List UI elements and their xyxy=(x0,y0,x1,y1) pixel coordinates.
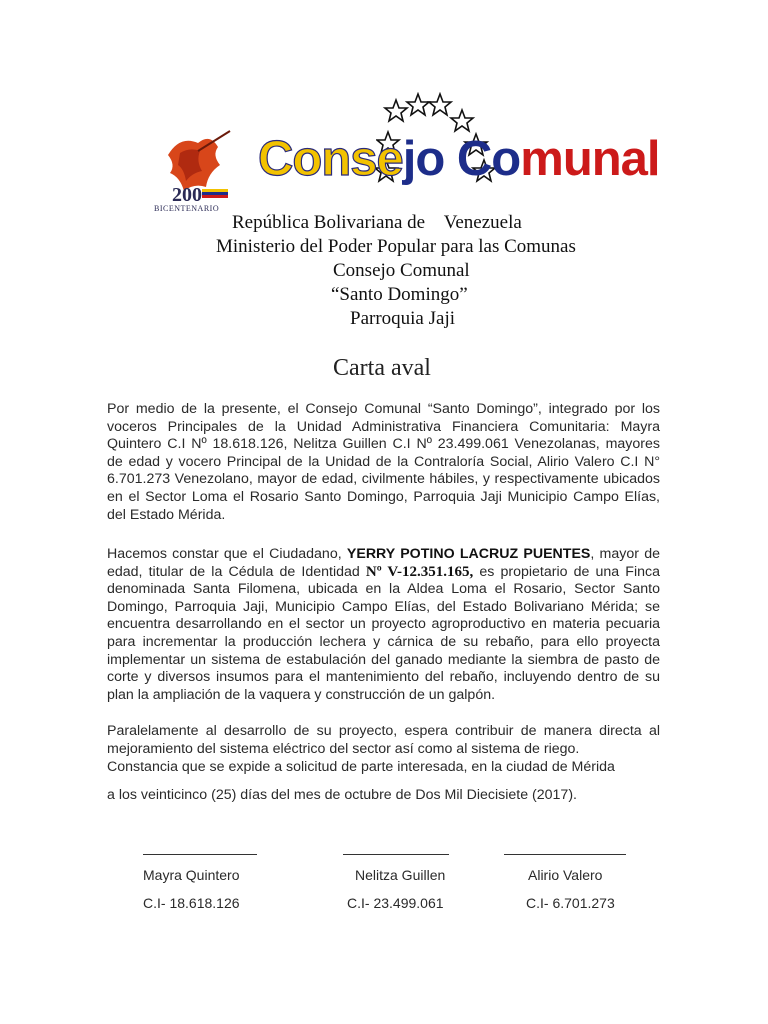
signer-name: Nelitza Guillen xyxy=(355,867,446,883)
paragraph-certification xyxy=(107,546,660,704)
star-icon xyxy=(429,94,451,115)
paragraph-project: Paralelamente al desarrollo de su proyecto, espera contribuir de manera directa al mejoramiento del sistema eléctrico del sector así como al sistema de riego. xyxy=(107,723,660,757)
citizen-name: YERRY POTINO LACRUZ PUENTES xyxy=(346,546,591,562)
logo-title-part-2: jo Co xyxy=(402,132,521,186)
header-council: Consejo Comunal xyxy=(333,260,470,281)
bicentenario-logo xyxy=(150,125,240,215)
signer-name: Alirio Valero xyxy=(528,867,603,883)
header-ministry: Ministerio del Poder Popular para las Comunas xyxy=(216,236,576,257)
text-segment: , mayor de edad, titular de la Cédula de Identidad xyxy=(107,546,660,580)
citizen-id: Nº V-12.351.165, xyxy=(365,563,474,580)
document-title: Carta aval xyxy=(333,355,431,381)
header-republic: República Bolivariana de Venezuela xyxy=(232,212,522,233)
signer-ci: C.I- 23.499.061 xyxy=(347,895,444,911)
star-icon xyxy=(407,94,429,115)
seal-number: 200 xyxy=(172,184,202,206)
star-icon xyxy=(385,100,407,121)
paragraph-constancia: Constancia que se expide a solicitud de parte interesada, en la ciudad de Mérida xyxy=(107,759,615,775)
star-icon xyxy=(451,110,473,131)
signer-name: Mayra Quintero xyxy=(143,867,240,883)
text-segment: es propietario de una Finca denominada Santa Filomena, ubicada en la Aldea Loma el Rosario, Sector Santo Domingo, Parroquia Jaji, Municipio Campo Elías, del Estado Bolivariano Mérida; se encuentra desarrollando en el sector un proyecto agroproductivo en materia pecuaria para incrementar la producción lechera y cárnica de su rebaño, para ello proyecta implementar un sistema de estabulación del ganado mediante la siembra de pasto de corte y diversos insumos para el mantenimiento del rebaño, incluyendo dentro de su plan la ampliación de la vaquera y construcción de un galpón. xyxy=(107,563,660,703)
paragraph-date: a los veinticinco (25) días del mes de octubre de Dos Mil Diecisiete (2017). xyxy=(107,787,577,803)
seal-text: BICENTENARIO xyxy=(154,204,220,213)
header-council-name: “Santo Domingo” xyxy=(331,284,468,305)
paragraph-intro: Por medio de la presente, el Consejo Comunal “Santo Domingo”, integrado por los voceros Principales de la Unidad Administrativa Financiera Comunitaria: Mayra Quintero C.I Nº 18.618.126, Nelitza Guillen C.I Nº 23.499.061 Venezolanas, mayores de edad y vocero Principal de la Unidad de la Contraloría Social, Alirio Valero C.I N° 6.701.273 Venezolano, mayor de edad, civilmente hábiles, y respectivamente ubicados en el Sector Loma el Rosario Santo Domingo, Parroquia Jaji Municipio Campo Elías, del Estado Mérida. xyxy=(107,401,660,523)
logo-title xyxy=(258,130,660,188)
signature-line xyxy=(143,854,257,855)
header-parish: Parroquia Jaji xyxy=(350,308,456,329)
signature-line xyxy=(343,854,449,855)
signer-ci: C.I- 18.618.126 xyxy=(143,895,240,911)
signature-line xyxy=(504,854,626,855)
text-segment: Hacemos constar que el Ciudadano, xyxy=(107,546,347,562)
signer-ci: C.I- 6.701.273 xyxy=(526,895,615,911)
logo-title-part-1: Conse xyxy=(258,132,403,186)
logo-title-part-3: munal xyxy=(520,132,660,186)
